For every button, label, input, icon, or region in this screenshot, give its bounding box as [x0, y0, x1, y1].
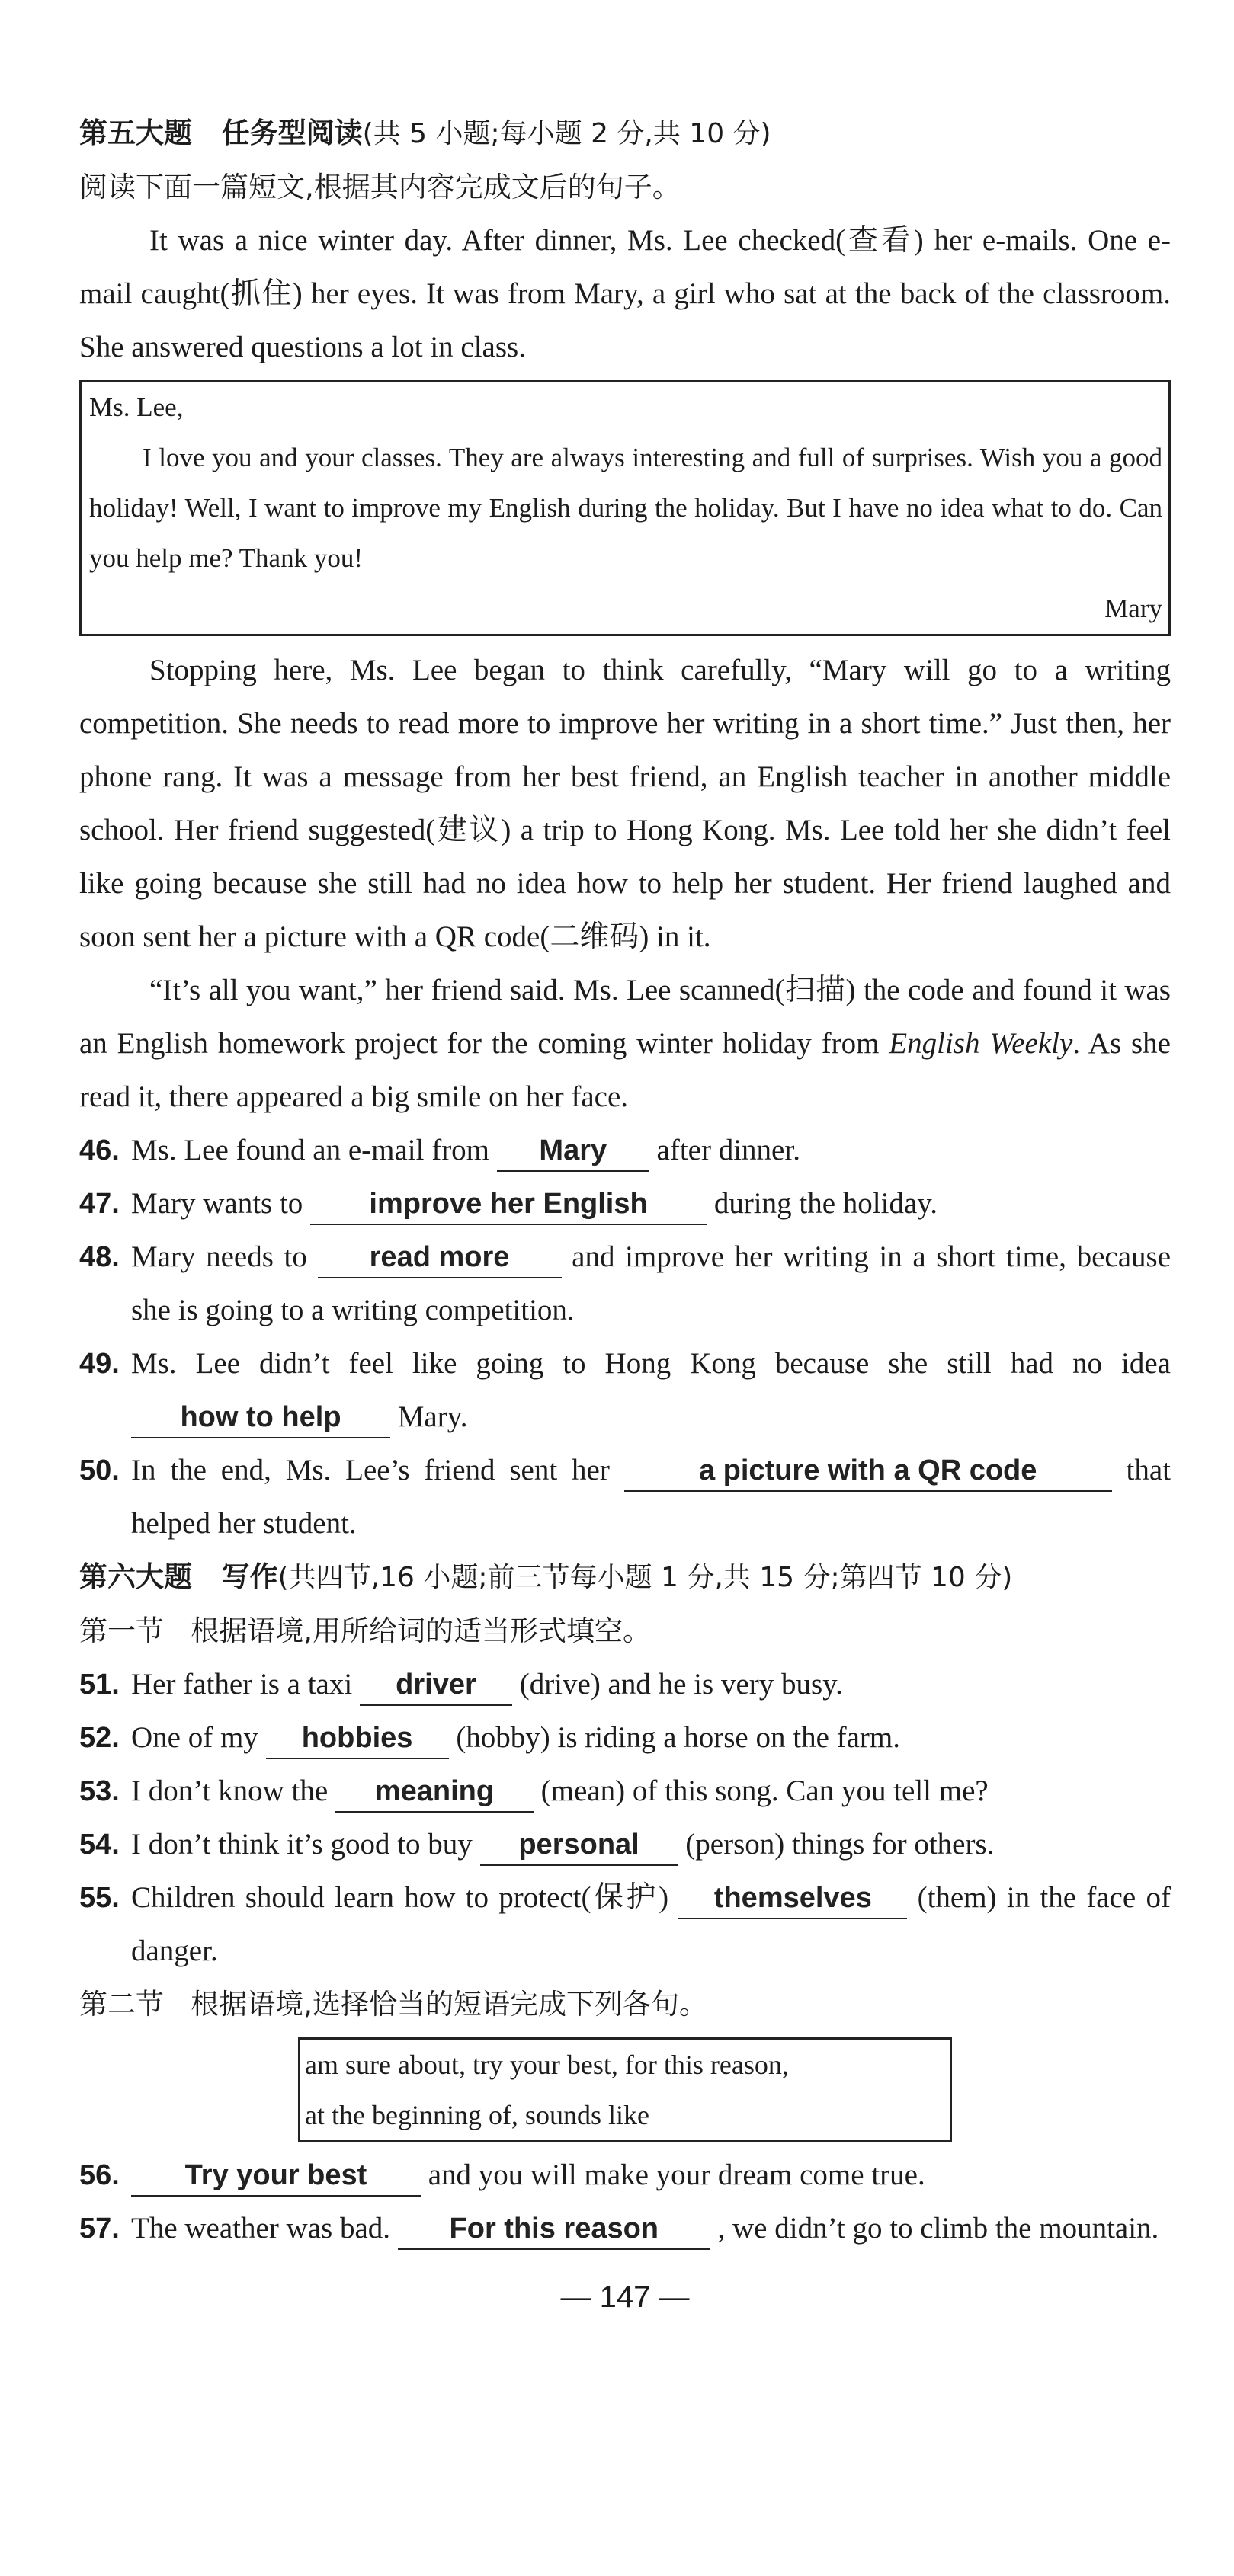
question-text-after: Mary. [397, 1400, 468, 1433]
question-text-after: and improve her writing in a short time, because she is going to a writing competition. [131, 1240, 1171, 1326]
question-text: I don’t think it’s good to buy [131, 1828, 473, 1861]
answer-blank[interactable]: Try your best [131, 2155, 421, 2197]
question-52 [79, 1711, 1171, 1765]
question-number: 53. [79, 1775, 120, 1807]
question-text-after: (them) in the face of danger. [131, 1881, 1171, 1967]
section5-instruction: 阅读下面一篇短文,根据其内容完成文后的句子。 [79, 171, 681, 203]
question-54 [79, 1818, 1171, 1871]
question-text-after: (mean) of this song. Can you tell me? [540, 1774, 989, 1807]
question-text: Ms. Lee found an e-mail from [131, 1134, 490, 1166]
question-number: 49. [79, 1348, 120, 1380]
section6-score: (共四节,16 小题;前三节每小题 1 分,共 15 分;第四节 10 分) [277, 1562, 1013, 1593]
question-number: 52. [79, 1722, 120, 1754]
phrase-line-2: at the beginning of, sounds like [305, 2100, 649, 2130]
passage-paragraph-1: It was a nice winter day. After dinner, Ms. Lee checked(查看) her e-mails. One e-mail caught(抓住) her eyes. It was from Mary, a girl who sat at the back of the classroom. She answered questions a lot in class. [79, 224, 1171, 363]
answer-blank[interactable]: Mary [497, 1131, 649, 1172]
question-text: In the end, Ms. Lee’s friend sent her [131, 1454, 610, 1486]
question-text-after: after dinner. [656, 1134, 800, 1166]
question-text-after: , we didn’t go to climb the mountain. [717, 2212, 1159, 2245]
question-48 [79, 1230, 1171, 1337]
part1-instruction: 根据语境,用所给词的适当形式填空。 [191, 1614, 652, 1647]
answer-blank[interactable]: driver [360, 1665, 512, 1706]
section5-score: (共 5 小题;每小题 2 分,共 10 分) [362, 118, 771, 149]
question-number: 48. [79, 1241, 120, 1273]
answer-blank[interactable]: how to help [131, 1397, 390, 1438]
answer-blank[interactable]: themselves [678, 1878, 907, 1919]
question-text: I don’t know the [131, 1774, 329, 1807]
answer-blank[interactable]: meaning [335, 1771, 534, 1813]
part2-instruction: 根据语境,选择恰当的短语完成下列各句。 [191, 1988, 708, 2021]
question-number: 55. [79, 1882, 120, 1914]
question-55 [79, 1871, 1171, 1978]
question-number: 54. [79, 1829, 120, 1861]
question-number: 50. [79, 1454, 120, 1486]
question-text-after: that helped her student. [131, 1454, 1171, 1540]
section5-heading [79, 107, 1171, 161]
question-number: 47. [79, 1188, 120, 1220]
question-text-after: and you will make your dream come true. [428, 2158, 925, 2191]
question-number: 56. [79, 2159, 120, 2191]
question-text-after: during the holiday. [713, 1187, 938, 1220]
phrase-line-1: am sure about, try your best, for this reason, [305, 2050, 789, 2080]
section6-heading [79, 1550, 1171, 1605]
part2-title: 第二节 [79, 1988, 164, 2021]
answer-blank[interactable]: a picture with a QR code [624, 1451, 1112, 1492]
passage-paragraph-3 [79, 964, 1171, 1124]
email-box [79, 380, 1171, 636]
question-text: Mary needs to [131, 1240, 307, 1273]
question-56 [79, 2149, 1171, 2202]
question-57 [79, 2202, 1171, 2255]
para3-text-b: . As she read it, there appeared a big smile on her face. [79, 1027, 1171, 1113]
question-number: 57. [79, 2213, 120, 2245]
question-text-after: (hobby) is riding a horse on the farm. [456, 1721, 901, 1754]
section6-name: 写作 [221, 1560, 278, 1593]
question-text: The weather was bad. [131, 2212, 391, 2245]
question-47 [79, 1177, 1171, 1230]
part1-heading [79, 1605, 1171, 1658]
question-49 [79, 1337, 1171, 1444]
answer-blank[interactable]: improve her English [310, 1184, 707, 1225]
question-text-after: (person) things for others. [685, 1828, 995, 1861]
question-text: Children should learn how to protect(保护) [131, 1881, 669, 1914]
email-greeting: Ms. Lee, [89, 392, 184, 422]
email-signature: Mary [1104, 594, 1162, 623]
answer-blank[interactable]: read more [318, 1237, 562, 1278]
worksheet-page [79, 107, 1171, 2324]
question-number: 46. [79, 1134, 120, 1166]
part2-heading [79, 1978, 1171, 2031]
email-body: I love you and your classes. They are always interesting and full of surprises. Wish you a good holiday! Well, I want to improve my English during the holiday. But I have no idea what to do. Can you help me? Thank you! [89, 443, 1162, 573]
para3-italic-title: English Weekly [889, 1027, 1073, 1060]
question-number: 51. [79, 1669, 120, 1701]
question-text: One of my [131, 1721, 258, 1754]
section6-title: 第六大题 [79, 1560, 192, 1593]
question-46 [79, 1124, 1171, 1177]
answer-blank[interactable]: hobbies [266, 1718, 449, 1759]
answer-blank[interactable]: personal [480, 1825, 678, 1866]
passage-paragraph-2: Stopping here, Ms. Lee began to think carefully, “Mary will go to a writing competition. She needs to read more to improve her writing in a short time.” Just then, her phone rang. It was a message from her best friend, an English teacher in another middle school. Her friend suggested(建议) a trip to Hong Kong. Ms. Lee told her she didn’t feel like going because she still had no idea how to help her student. Her friend laughed and soon sent her a picture with a QR code(二维码) in it. [79, 654, 1171, 953]
section5-title: 第五大题 [79, 117, 192, 149]
question-50 [79, 1444, 1171, 1550]
question-text-after: (drive) and he is very busy. [519, 1668, 843, 1701]
question-53 [79, 1765, 1171, 1818]
phrase-box [298, 2037, 952, 2142]
para3-text-a: “It’s all you want,” her friend said. Ms. Lee scanned(扫描) the code and found it was an English homework project for the coming winter holiday from [79, 974, 1171, 1060]
question-text: Her father is a taxi [131, 1668, 353, 1701]
question-text: Mary wants to [131, 1187, 303, 1220]
question-text: Ms. Lee didn’t feel like going to Hong Kong because she still had no idea [131, 1347, 1171, 1380]
question-51 [79, 1658, 1171, 1711]
part1-title: 第一节 [79, 1614, 164, 1647]
answer-blank[interactable]: For this reason [398, 2209, 710, 2250]
page-number: — 147 — [560, 2280, 690, 2314]
section5-name: 任务型阅读 [221, 117, 363, 149]
